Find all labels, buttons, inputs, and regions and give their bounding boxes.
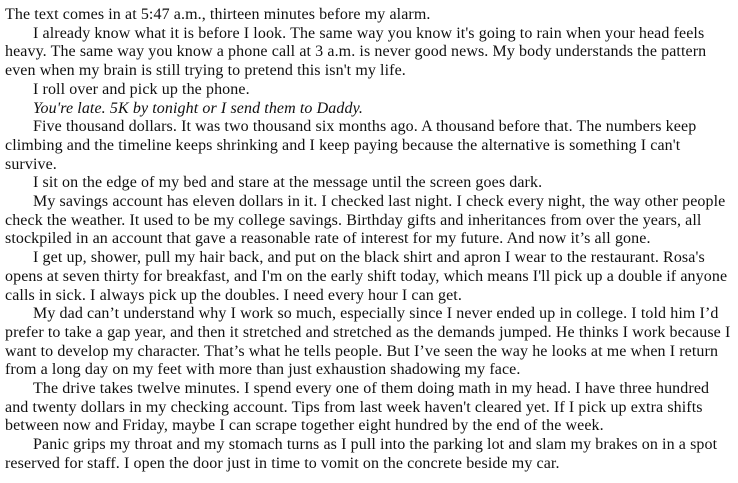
story-paragraph: I get up, shower, pull my hair back, and put on the black shirt and apron I wear to the restaurant. Rosa's opens at seven thirty for breakfast, and I'm on the early shift today, which means I'll pick up a double if anyone calls in sick. I always pick up the doubles. I need every hour I can get. bbox=[5, 249, 728, 304]
story-paragraph: The drive takes twelve minutes. I spend every one of them doing math in my head. I have three hundred and twenty dollars in my checking account. Tips from last week haven't cleared yet. If I pick up extra shifts between now and Friday, maybe I can scrape together eight hundred by the end of the week. bbox=[5, 380, 710, 435]
story-paragraph-opening: The text comes in at 5:47 a.m., thirteen minutes before my alarm. bbox=[5, 6, 431, 23]
story-paragraph: My savings account has eleven dollars in it. I checked last night. I check every night, the way other people check the weather. It used to be my college savings. Birthday gifts and inheritances from over the years, all stockpiled in an account that gave a reasonable rate of interest for my future. And now it’s all gone. bbox=[5, 193, 726, 248]
story-paragraph: I already know what it is before I look. The same way you know it's going to rain when your head feels heavy. The same way you know a phone call at 3 a.m. is never good news. My body understands the pattern even when my brain is still trying to pretend this isn't my life. bbox=[5, 24, 707, 80]
story-paragraph: I roll over and pick up the phone. bbox=[33, 80, 250, 98]
story-paragraph: My dad can’t understand why I work so much, especially since I never ended up in college. I told him I’d prefer to take a gap year, and then it stretched and stretched as the demands jumped. He thinks I work because I want to develop my character. That’s what he tells people. But I’ve seen the way he looks at me when I return from a long day on my feet with more than just exhaustion shadowing my face. bbox=[5, 305, 731, 379]
text-message-quote: You're late. 5K by tonight or I send them to Daddy. bbox=[33, 99, 363, 117]
story-paragraph: I sit on the edge of my bed and stare at the message until the screen goes dark. bbox=[33, 174, 543, 192]
story-paragraph: Five thousand dollars. It was two thousand six months ago. A thousand before that. The numbers keep climbing and the timeline keeps shrinking and I keep paying because the alternative is something I can't survive. bbox=[5, 118, 697, 173]
story-paragraph-closing: Panic grips my throat and my stomach turns as I pull into the parking lot and slam my brakes on in a spot reserved for staff. I open the door just in time to vomit on the concrete beside my car. bbox=[5, 436, 718, 472]
